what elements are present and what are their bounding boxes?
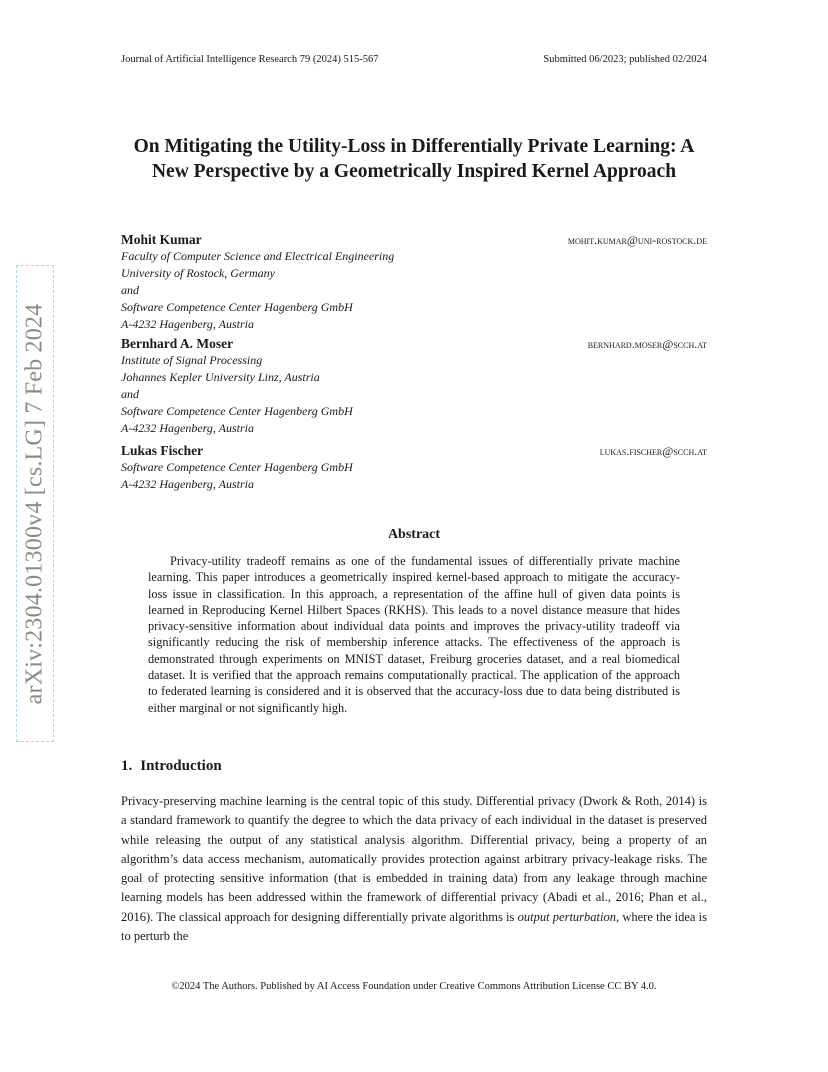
author-name: Mohit Kumar <box>121 232 202 247</box>
intro-text: Privacy-preserving machine learning is the central topic of this study. Differential privacy (Dwork & Roth, 2014) is a standard framework to quantify the degree to which the data privacy of each individual in the dataset is preserved while releasing the output of any statistical analysis algorithm. Differential privacy, being a property of an algorithm’s data access mechanism, automatically provides protection against arbitrary privacy-leakage risks. The goal of protecting sensitive information (that is embedded in training data) from any leakage through machine learning models has been addressed within the framework of differential privacy (Abadi et al., 2016; Phan et al., 2016). The classical approach for designing differentially private algorithms is <box>121 794 707 924</box>
section-heading <box>121 758 222 775</box>
submission-dates: Submitted 06/2023; published 02/2024 <box>543 54 707 65</box>
abstract-heading: Abstract <box>387 527 441 542</box>
author-affiliation <box>121 352 707 437</box>
author-affiliation <box>121 459 707 493</box>
author-email[interactable]: bernhard.moser@scch.at <box>587 337 707 351</box>
journal-reference: Journal of Artificial Intelligence Research 79 (2024) 515-567 <box>121 54 379 65</box>
affiliation-line: A-4232 Hagenberg, Austria <box>121 317 254 331</box>
author-block-1 <box>121 231 707 333</box>
author-block-2 <box>121 335 707 437</box>
affiliation-line: A-4232 Hagenberg, Austria <box>121 477 254 491</box>
author-block-3 <box>121 442 707 493</box>
section-number: 1. <box>121 758 133 774</box>
affiliation-line: and <box>121 387 139 401</box>
affiliation-line: Software Competence Center Hagenberg GmbH <box>121 460 353 474</box>
section-title: Introduction <box>140 758 222 774</box>
author-affiliation <box>121 248 707 333</box>
affiliation-line: Institute of Signal Processing <box>121 353 263 367</box>
intro-emphasis: output perturbation <box>517 909 616 924</box>
abstract-text: Privacy-utility tradeoff remains as one of the fundamental issues of differentially private machine learning. This paper introduces a geometrically inspired kernel-based approach to mitigate the accuracy-loss issue in classification. In this approach, a representation of the affine hull of given data points is learned in Reproducing Kernel Hilbert Spaces (RKHS). This leads to a novel distance measure that hides privacy-sensitive information about individual data points and improves the privacy-utility tradeoff via significantly reducing the risk of membership inference attacks. The effectiveness of the approach is demonstrated through experiments on MNIST dataset, Freiburg groceries dataset, and a real biomedical dataset. It is verified that the approach remains computationally practical. The application of the approach to federated learning is considered and it is observed that the accuracy-loss due to data being distributed is either marginal or not significantly high. <box>148 554 680 715</box>
affiliation-line: Software Competence Center Hagenberg GmbH <box>121 300 353 314</box>
affiliation-line: A-4232 Hagenberg, Austria <box>121 421 254 435</box>
arxiv-identifier: arXiv:2304.01300v4 [cs.LG] 7 Feb 2024 <box>21 303 48 704</box>
author-email[interactable]: lukas.fischer@scch.at <box>599 444 707 458</box>
affiliation-line: Faculty of Computer Science and Electrical Engineering <box>121 249 395 263</box>
author-name: Bernhard A. Moser <box>121 336 234 351</box>
affiliation-line: and <box>121 283 139 297</box>
affiliation-line: Software Competence Center Hagenberg GmbH <box>121 404 353 418</box>
affiliation-line: Johannes Kepler University Linz, Austria <box>121 370 320 384</box>
intro-text-end: , where the idea is to perturb the <box>121 909 707 944</box>
arxiv-identifier-stamp[interactable] <box>16 265 54 742</box>
license-footer: ©2024 The Authors. Published by AI Access Foundation under Creative Commons Attribution License CC BY 4.0. <box>171 981 657 992</box>
introduction-paragraph <box>121 792 707 946</box>
author-email[interactable]: mohit.kumar@uni-rostock.de <box>567 233 707 247</box>
abstract-body <box>148 553 680 716</box>
paper-title: On Mitigating the Utility-Loss in Differentially Private Learning: A New Perspective by a Geometrically Inspired Kernel Approach <box>133 136 695 182</box>
author-name: Lukas Fischer <box>121 443 204 458</box>
affiliation-line: University of Rostock, Germany <box>121 266 275 280</box>
